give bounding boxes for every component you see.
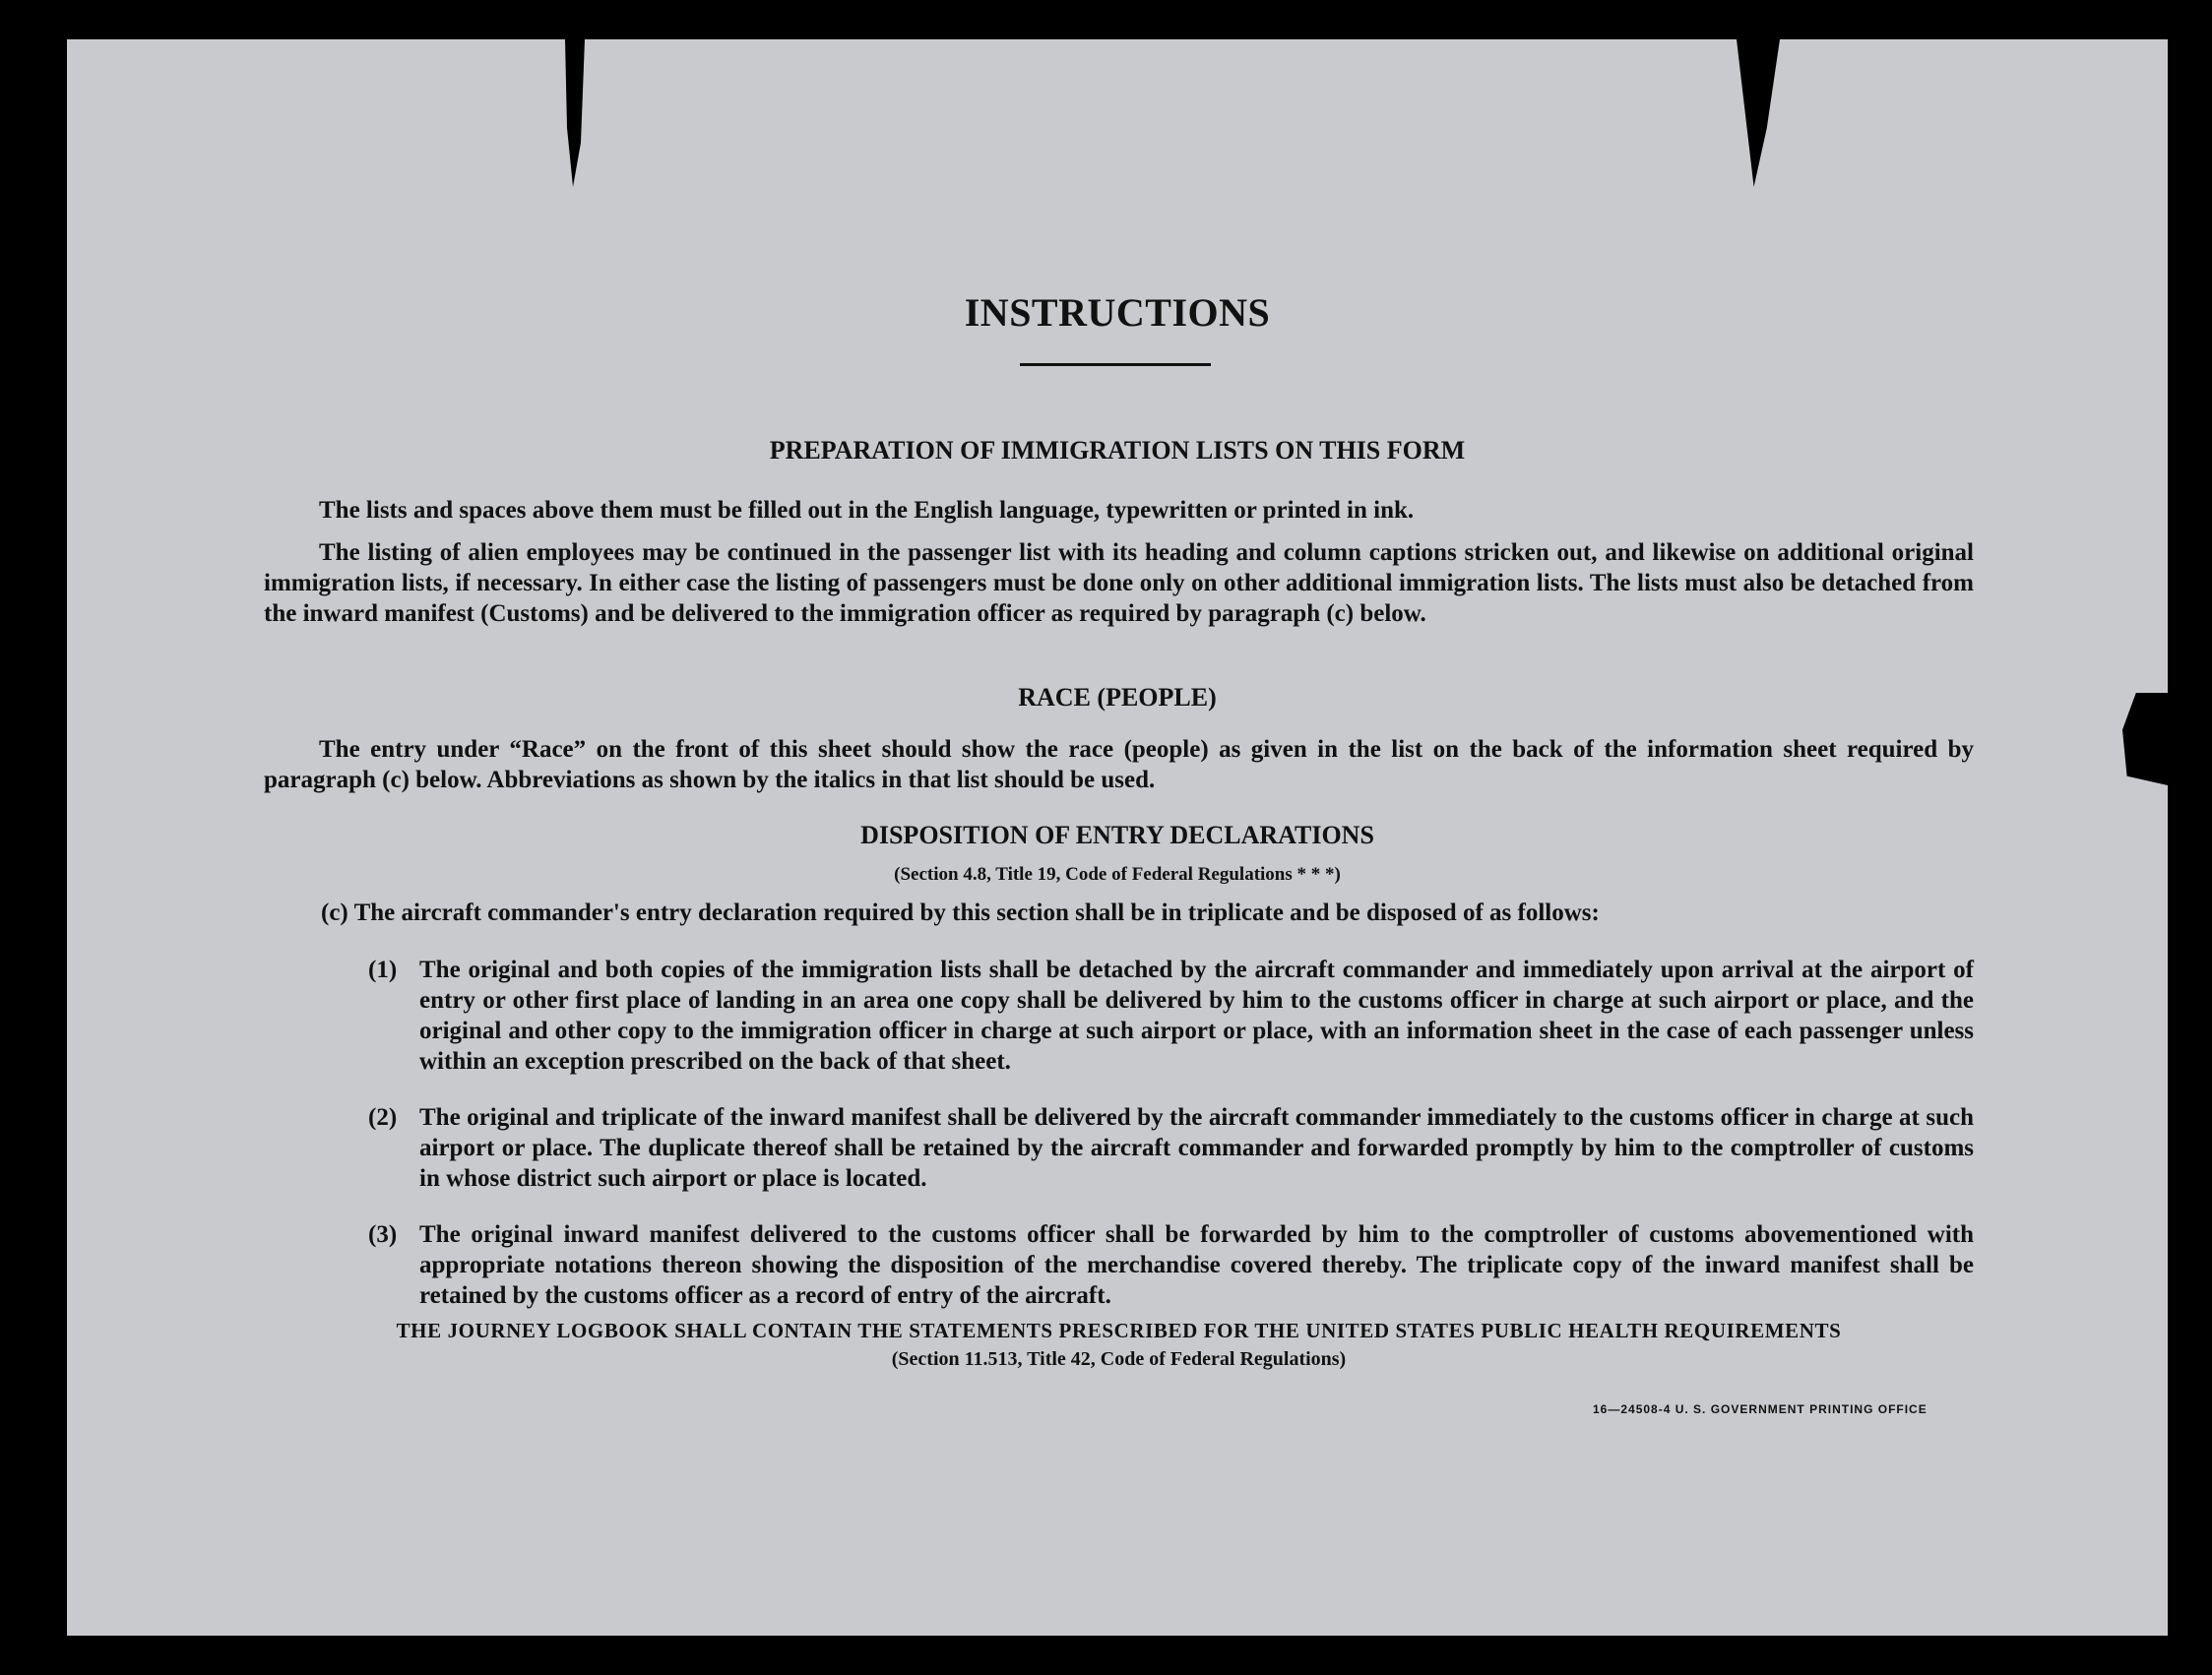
preparation-paragraph-2 — [264, 537, 1974, 629]
section-heading-disposition: DISPOSITION OF ENTRY DECLARATIONS — [860, 821, 1374, 849]
disposition-item-2 — [368, 1102, 1974, 1194]
preparation-text-1: The lists and spaces above them must be filled out in the English language, typewritten or printed in ink. — [319, 497, 1415, 524]
race-paragraph — [264, 734, 1974, 795]
disposition-item-1 — [368, 955, 1974, 1077]
intro-label: (c) — [321, 900, 348, 926]
tear-mark-top-left — [565, 39, 585, 187]
intro-text: The aircraft commander's entry declaration required by this section shall be in triplicate and be disposed of as follows: — [353, 900, 1600, 926]
item-number: (3) — [368, 1221, 398, 1248]
item-text: The original and both copies of the immigration lists shall be detached by the aircraft commander and immediately upon arrival at the airport of entry or other first place of landing in an area one copy shall be delivered by him to the customs officer in charge at such airport or place, and the original and other copy to the immigration officer in charge at such airport or place, with an information sheet in the case of each passenger unless within an exception prescribed on the back of that sheet. — [419, 957, 1974, 1075]
preparation-paragraph-1 — [264, 495, 1974, 526]
page-title: INSTRUCTIONS — [964, 290, 1271, 335]
race-text: The entry under “Race” on the front of this sheet should show the race (people) as given in the list on the back of the information sheet required by paragraph (c) below. Abbreviations as shown by the italics in that list should be used. — [264, 736, 1974, 793]
disposition-item-3 — [368, 1219, 1974, 1311]
printer-mark: 16—24508-4 U. S. GOVERNMENT PRINTING OFFICE — [1593, 1402, 1928, 1416]
item-number: (2) — [368, 1104, 398, 1131]
title-rule — [1020, 363, 1211, 366]
document-page — [67, 39, 2168, 1636]
item-number: (1) — [368, 957, 398, 983]
footer-citation: (Section 11.513, Title 42, Code of Federal Regulations) — [891, 1348, 1347, 1370]
item-text: The original and triplicate of the inward manifest shall be delivered by the aircraft commander immediately to the customs officer in charge at such airport or place. The duplicate thereof shall be retained by the aircraft commander and forwarded promptly by him to the comptroller of customs in whose district such airport or place is located. — [419, 1104, 1974, 1192]
disposition-intro — [321, 898, 1974, 928]
footer-requirement: THE JOURNEY LOGBOOK SHALL CONTAIN THE STATEMENTS PRESCRIBED FOR THE UNITED STATES PUBLIC HEALTH REQUIREMENTS — [396, 1319, 1842, 1342]
preparation-text-2: The listing of alien employees may be continued in the passenger list with its heading and column captions stricken out, and likewise on additional original immigration lists, if necessary. In either case the listing of passengers must be done only on other additional immigration lists. The lists must also be detached from the inward manifest (Customs) and be delivered to the immigration officer as required by paragraph (c) below. — [264, 539, 1974, 627]
item-text: The original inward manifest delivered to the customs officer shall be forwarded by him to the comptroller of customs abovementioned with appropriate notations thereon showing the disposition of the merchandise covered thereby. The triplicate copy of the inward manifest shall be retained by the customs officer as a record of entry of the aircraft. — [419, 1221, 1974, 1309]
tear-mark-top-right — [1737, 39, 1780, 187]
disposition-citation: (Section 4.8, Title 19, Code of Federal Regulations * * *) — [894, 864, 1341, 885]
section-heading-race: RACE (PEOPLE) — [1018, 683, 1217, 712]
section-heading-preparation: PREPARATION OF IMMIGRATION LISTS ON THIS FORM — [769, 436, 1466, 465]
